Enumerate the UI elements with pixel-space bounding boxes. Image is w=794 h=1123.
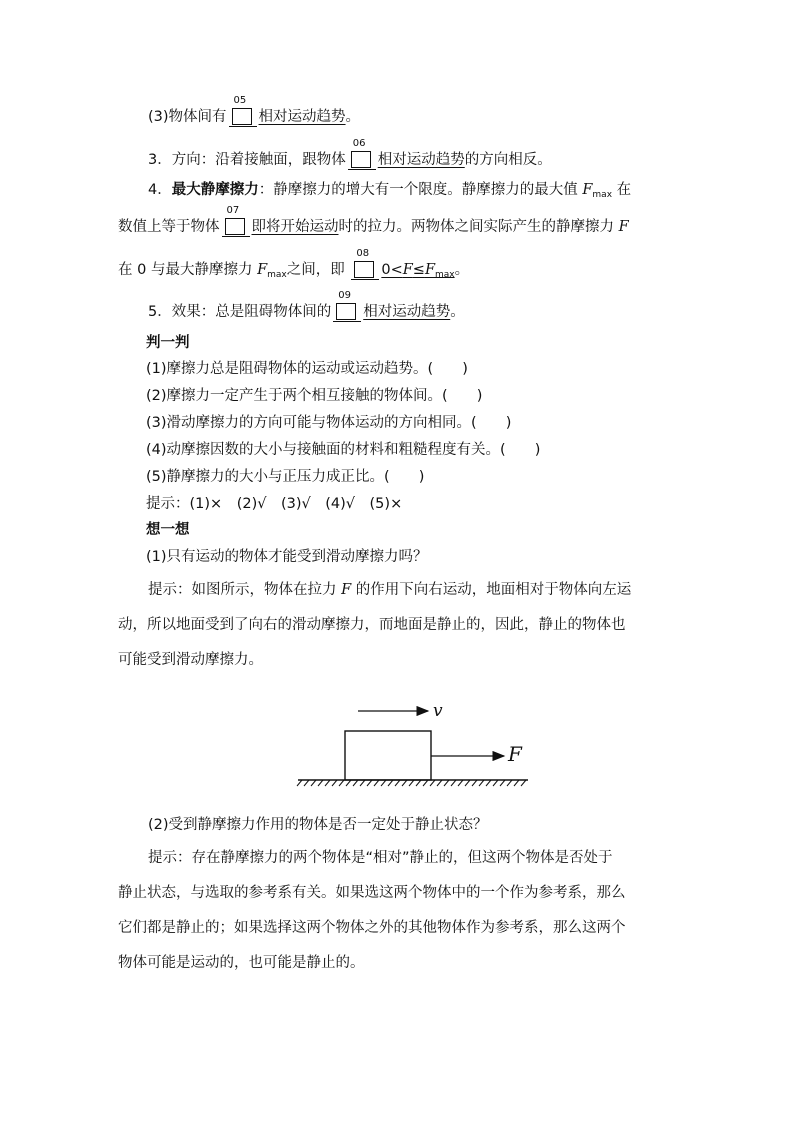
effect-line: 5．效果：总是阻碍物体间的 09 相对运动趋势。 — [148, 290, 465, 320]
judge-q1: (1)摩擦力总是阻碍物体的运动或运动趋势。( ) — [146, 361, 468, 377]
judge-q4: (4)动摩擦因数的大小与接触面的材料和粗糙程度有关。( ) — [146, 442, 541, 458]
blank-09: 09 — [333, 299, 361, 322]
think-heading: 想一想 — [146, 522, 190, 538]
think-q1: (1)只有运动的物体才能受到滑动摩擦力吗？ — [146, 549, 428, 565]
diagram-svg — [296, 692, 544, 802]
text: (3)物体间有 — [148, 109, 227, 125]
think-a1-line1: 提示：如图所示，物体在拉力 F 的作用下向右运动，地面相对于物体向左运 — [148, 582, 632, 598]
answer: 相对运动趋势 — [258, 109, 346, 125]
think-q2: (2)受到静摩擦力作用的物体是否一定处于静止状态？ — [148, 817, 488, 833]
ground-hatch — [297, 780, 526, 786]
judge-q3: (3)滑动摩擦力的方向可能与物体运动的方向相同。( ) — [146, 415, 512, 431]
direction-line: 3．方向：沿着接触面，跟物体 06 相对运动趋势的方向相反。 — [148, 138, 552, 168]
block — [345, 731, 431, 780]
think-a2-line3: 它们都是静止的；如果选择这两个物体之外的其他物体作为参考系，那么这两个 — [118, 920, 626, 936]
answer: 相对运动趋势 — [377, 152, 465, 168]
max-static-friction-line-3: 在 0 与最大静摩擦力 $F_{max}$之间，即 08 $0<F\le F_{max}$。 — [118, 248, 470, 280]
think-a2-line1: 提示：存在静摩擦力的两个物体是“相对”静止的，但这两个物体是否处于 — [148, 850, 613, 866]
judge-q5: (5)静摩擦力的大小与正压力成正比。( ) — [146, 469, 425, 485]
blank-08: 08 — [351, 257, 379, 280]
friction-diagram — [296, 692, 544, 802]
blank-07: 07 — [222, 214, 250, 237]
answer: 相对运动趋势 — [363, 304, 451, 320]
judge-q2: (2)摩擦力一定产生于两个相互接触的物体间。( ) — [146, 388, 483, 404]
blank-05: 05 — [229, 104, 257, 127]
max-static-friction-line: 4．最大静摩擦力：静摩擦力的增大有一个限度。静摩擦力的最大值 $F_{max}$ 在 — [148, 182, 632, 200]
think-a1-line3: 可能受到滑动摩擦力。 — [118, 652, 263, 668]
think-a2-line2: 静止状态，与选取的参考系有关。如果选这两个物体中的一个作为参考系，那么 — [118, 885, 626, 901]
judge-heading: 判一判 — [146, 335, 190, 351]
max-static-friction-line-2: 数值上等于物体 07 即将开始运动时的拉力。两物体之间实际产生的静摩擦力 F — [118, 205, 629, 235]
term-bold: 最大静摩擦力 — [171, 182, 259, 198]
blank-06: 06 — [348, 147, 376, 170]
force-label: F — [508, 742, 522, 766]
answer: $0<F\le F_{max}$ — [381, 262, 455, 280]
answer: 即将开始运动 — [251, 219, 339, 235]
think-a1-line2: 动，所以地面受到了向右的滑动摩擦力，而地面是静止的，因此，静止的物体也 — [118, 617, 626, 633]
f-symbol: F — [582, 182, 593, 198]
velocity-label: v — [433, 701, 443, 721]
item-line-3: (3)物体间有 05 相对运动趋势。 — [148, 95, 361, 125]
judge-hint: 提示：(1)× (2)√ (3)√ (4)√ (5)× — [146, 496, 403, 512]
think-a2-line4: 物体可能是运动的，也可能是静止的。 — [118, 955, 365, 971]
